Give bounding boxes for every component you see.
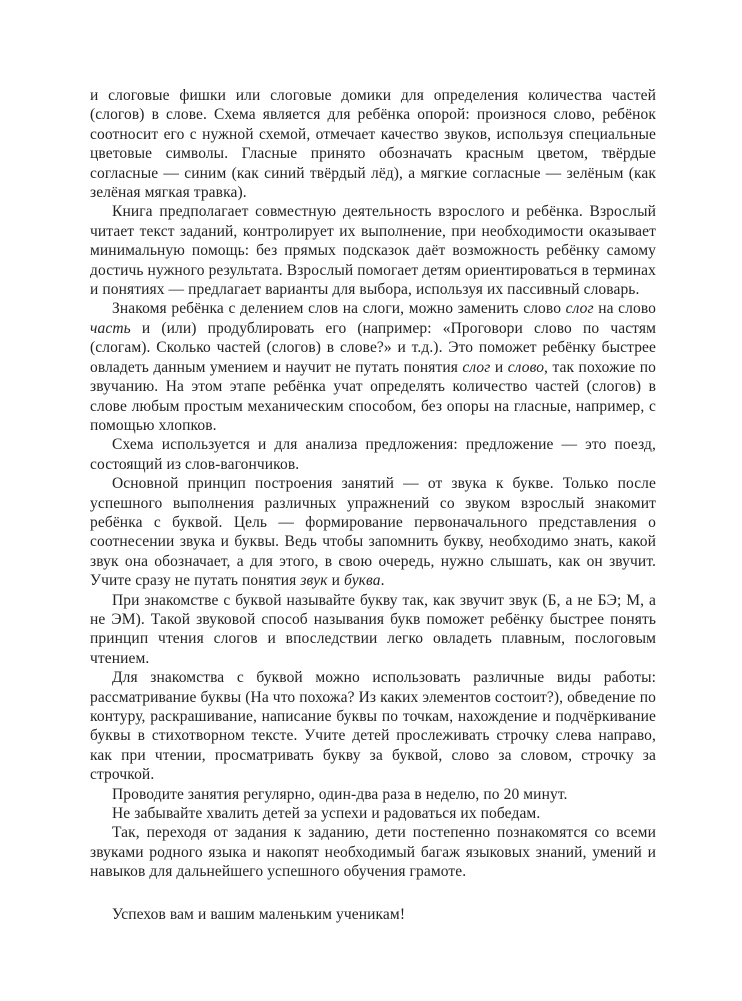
text-run: Проводите занятия регулярно, один-два раза в неделю, по 20 минут. [112,785,568,803]
text-run: на слово [593,300,657,318]
text-run: Основной принцип построения занятий — от звука к букве. Только после успешного выполнения различных упражнений со звуком взрослый знакомит ребёнка с буквой. Цель — формирование первоначального представления о соотнесении звука и буквы. Ведь чтобы запомнить букву, необходимо знать, какой звук она обозначает, а для этого, в свою очередь, нужно слышать, как он звучит. Учите сразу не путать понятия [90,475,656,590]
emphasized-term: слог [462,358,491,376]
text-run: и (или) продублировать его (например: «Проговори слово по частям (слогам). Сколько частей (слогов) в слове?» и т.д.). Это поможет ребёнку быстрее овладеть данным умением и научит не путать понятия [90,319,656,376]
paragraph [90,474,656,590]
text-run: При знакомстве с буквой называйте букву так, как звучит звук (Б, а не БЭ; М, а не ЭМ). Такой звуковой способ называния букв поможет ребёнку быстрее понять принцип чтения слогов и впоследствии легко овладеть плавным, послоговым чтением. [90,591,656,667]
paragraph [90,785,656,804]
text-block [90,86,656,924]
text-run: Так, переходя от задания к заданию, дети постепенно познакомятся со всеми звуками родного языка и накопят необходимый багаж языковых знаний, умений и навыков для дальнейшего успешного обучения грамоте. [90,824,656,881]
text-run: и [490,358,508,376]
paragraph [90,905,656,924]
text-run: Знакомя ребёнка с делением слов на слоги, можно заменить слово [112,300,566,318]
emphasized-term: слово [507,358,545,376]
paragraph [90,86,656,202]
paragraph [90,435,656,474]
text-run: и слоговые фишки или слоговые домики для определения количества частей (слогов) в слове. Схема является для ребёнка опорой: произнося слово, ребёнок соотносит его с нужной схемой, отмечает качество звуков, используя специальные цветовые символы. Гласные принято обозначать красным цветом, твёрдые согласные — синим (как синий твёрдый лёд), а мягкие согласные — зелёным (как зелёная мягкая травка). [90,87,656,202]
text-run: Для знакомства с буквой можно использовать различные виды работы: рассматривание буквы (На что похожа? Из каких элементов состоит?), обведение по контуру, раскрашивание, написание буквы по точкам, нахождение и подчёркивание буквы в стихотворном тексте. Учите детей прослеживать строчку слева направо, как при чтении, просматривать букву за буквой, слово за словом, строчку за строчкой. [90,669,656,784]
paragraph [90,668,656,784]
emphasized-term: буква [344,572,381,590]
text-run: Схема используется и для анализа предложения: предложение — это поезд, состоящий из слов-вагончиков. [90,436,656,473]
paragraph [90,804,656,823]
text-run: , так похожие по звучанию. На этом этапе ребёнка учат определять количество частей (слогов) в слове любым простым механическим способом, без опоры на гласные, например, с помощью хлопков. [90,358,656,434]
text-run: . [380,572,385,590]
paragraph [90,591,656,669]
paragraph [90,823,656,881]
text-run: Книга предполагает совместную деятельность взрослого и ребёнка. Взрослый читает текст заданий, контролирует их выполнение, при необходимости оказывает минимальную помощь: без прямых подсказок даёт возможность ребёнку самому достичь нужного результата. Взрослый помогает детям ориентироваться в терминах и понятиях — предлагает варианты для выбора, используя их пассивный словарь. [90,203,656,299]
text-run: Успехов вам и вашим маленьким ученикам! [112,905,406,923]
paragraph [90,299,656,435]
emphasized-term: слог [565,300,594,318]
paragraph [90,202,656,299]
text-run: Не забывайте хвалить детей за успехи и радоваться их победам. [112,805,541,823]
emphasized-term: звук [300,572,328,590]
emphasized-term: часть [90,319,131,337]
text-run: и [327,572,344,590]
